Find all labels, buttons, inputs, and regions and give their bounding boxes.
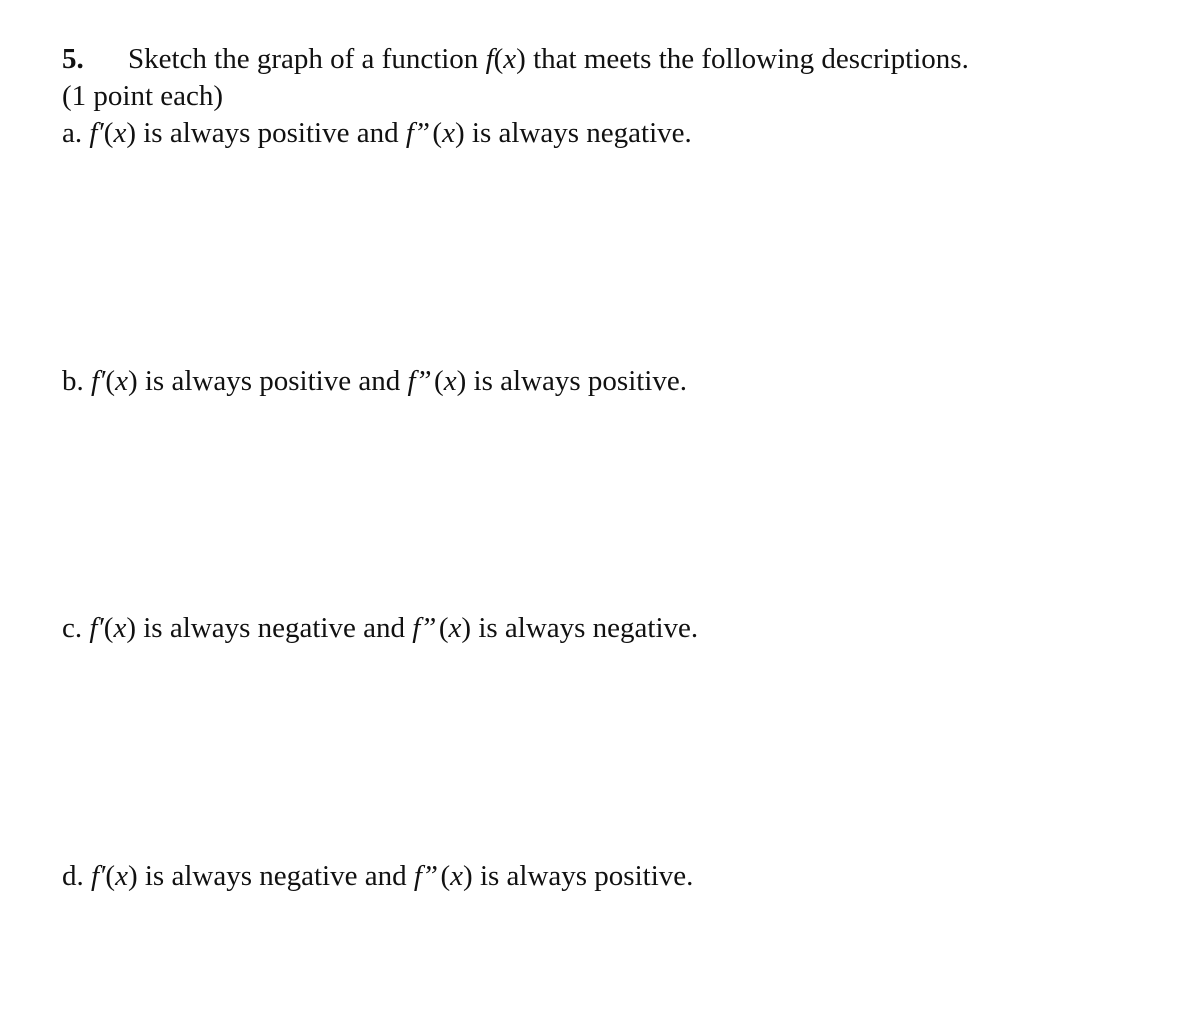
first-derivative-symbol: f′ <box>89 117 104 149</box>
part-c: c. f′(x) is always negative and f” (x) is always negative. <box>62 612 699 644</box>
question-number: 5. <box>62 43 84 75</box>
part-d: d. f′(x) is always negative and f” (x) is always positive. <box>62 860 694 892</box>
first-derivative-symbol: f′ <box>91 860 106 892</box>
second-derivative-condition: is always positive. <box>479 860 694 892</box>
question-prompt-start: Sketch the graph of a function <box>128 43 486 75</box>
second-derivative-symbol: f” <box>407 365 432 397</box>
sketch-area-c[interactable] <box>62 655 1142 845</box>
second-derivative-condition: is always negative. <box>478 612 699 644</box>
sketch-area-d[interactable] <box>62 903 1142 1013</box>
part-label: c. <box>62 612 83 644</box>
first-derivative-condition: is always negative and <box>143 612 405 644</box>
question-points: (1 point each) <box>62 80 224 112</box>
second-derivative-symbol: f” <box>405 117 431 149</box>
part-a: a. f′(x) is always positive and f” (x) is always negative. <box>62 117 692 149</box>
second-derivative-symbol: f” <box>413 860 439 892</box>
question-prompt-end: that meets the following descriptions. <box>525 43 969 75</box>
first-derivative-symbol: f′ <box>91 365 106 397</box>
first-derivative-symbol: f′ <box>89 612 104 644</box>
first-derivative-condition: is always negative and <box>144 860 407 892</box>
first-derivative-condition: is always positive and <box>143 117 399 149</box>
function-symbol: f <box>485 43 494 75</box>
first-derivative-condition: is always positive and <box>144 365 401 397</box>
part-label: b. <box>62 365 84 397</box>
part-label: a. <box>62 117 83 149</box>
part-label: d. <box>62 860 84 892</box>
second-derivative-condition: is always positive. <box>473 365 687 397</box>
part-b: b. f′(x) is always positive and f” (x) is always positive. <box>62 365 687 397</box>
sketch-area-b[interactable] <box>62 408 1142 598</box>
sketch-area-a[interactable] <box>62 160 1142 350</box>
second-derivative-symbol: f” <box>412 612 437 644</box>
function-variable: x <box>503 43 517 75</box>
second-derivative-condition: is always negative. <box>471 117 692 149</box>
question-header: 5. Sketch the graph of a function f(x) that meets the following descriptions. <box>62 40 969 78</box>
